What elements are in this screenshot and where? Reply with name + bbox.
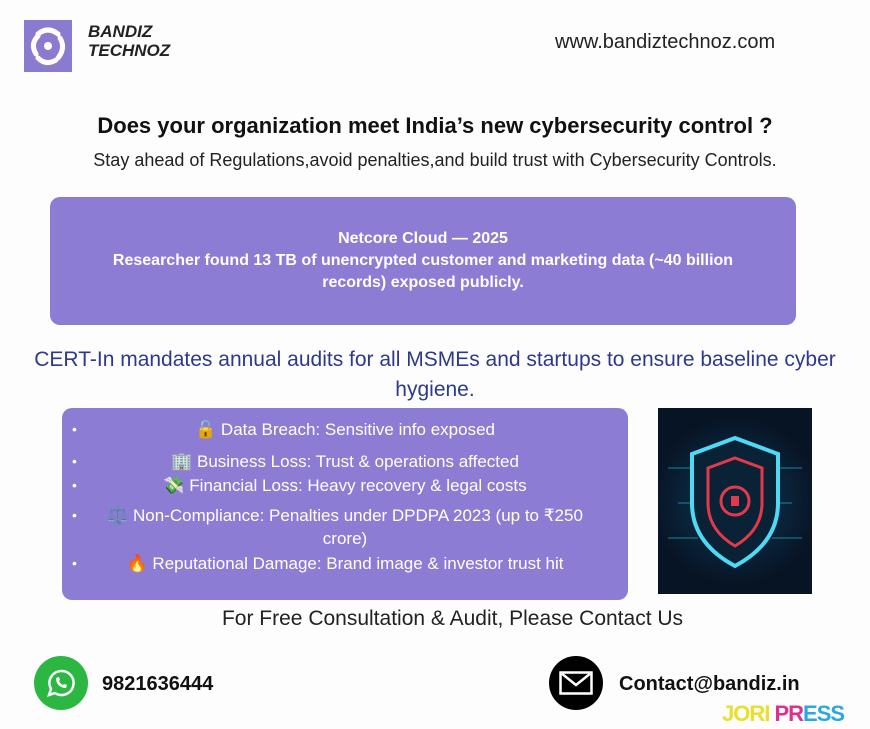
risk-list: [62, 408, 628, 600]
cyber-shield-image: [658, 408, 812, 594]
case-title: Netcore Cloud — 2025: [338, 230, 508, 247]
headline: Does your organization meet India’s new cybersecurity control ?: [97, 113, 773, 138]
consultation-cta: For Free Consultation & Audit, Please Contact Us: [221, 607, 684, 630]
whatsapp-icon[interactable]: [34, 656, 88, 710]
list-item: • 🏢 Business Loss: Trust & operations affected: [72, 452, 519, 471]
risk-text: Data Breach: Sensitive info exposed: [220, 420, 495, 439]
risk-text: Financial Loss: Heavy recovery & legal costs: [189, 476, 527, 495]
list-item: • ⚖️ Non-Compliance: Penalties under DPDPA 2023 (up to ₹250 crore): [72, 506, 583, 548]
cert-in-text: CERT-In mandates annual audits for all MSMEs and startups to ensure baseline cyber hygiene.: [34, 348, 836, 401]
list-item: • 🔓 Data Breach: Sensitive info exposed: [72, 420, 495, 439]
phone-number[interactable]: 9821636444: [102, 673, 214, 695]
fire-icon: 🔥: [126, 554, 148, 573]
risk-text: Reputational Damage: Brand image & investor trust hit: [152, 554, 564, 573]
brand-line1: BANDIZ: [88, 22, 153, 41]
watermark-logo: JORI PRESS: [722, 701, 845, 726]
mail-icon[interactable]: [549, 656, 603, 710]
money-icon: 💸: [163, 476, 185, 495]
case-study-box: [50, 197, 796, 325]
cert-in-notice: [0, 345, 870, 405]
lock-icon: 🔓: [195, 420, 217, 439]
brand-name: [88, 22, 170, 60]
brand-logo: [24, 20, 72, 72]
list-item: • 💸 Financial Loss: Heavy recovery & legal costs: [72, 476, 527, 495]
subtitle: Stay ahead of Regulations,avoid penalties,and build trust with Cybersecurity Controls.: [93, 150, 777, 170]
scales-icon: ⚖️: [107, 506, 129, 525]
case-body: Researcher found 13 TB of unencrypted customer and marketing data (~40 billion records) exposed publicly.: [112, 252, 734, 291]
office-icon: 🏢: [171, 452, 193, 471]
email-address[interactable]: Contact@bandiz.in: [619, 673, 800, 695]
risk-text: Business Loss: Trust & operations affected: [196, 452, 519, 471]
risk-text: Non-Compliance: Penalties under DPDPA 2023 (up to ₹250 crore): [132, 506, 583, 548]
brand-line2: TECHNOZ: [88, 41, 171, 60]
website-link[interactable]: www.bandiztechnoz.com: [555, 31, 776, 53]
list-item: • 🔥 Reputational Damage: Brand image & investor trust hit: [72, 554, 564, 573]
